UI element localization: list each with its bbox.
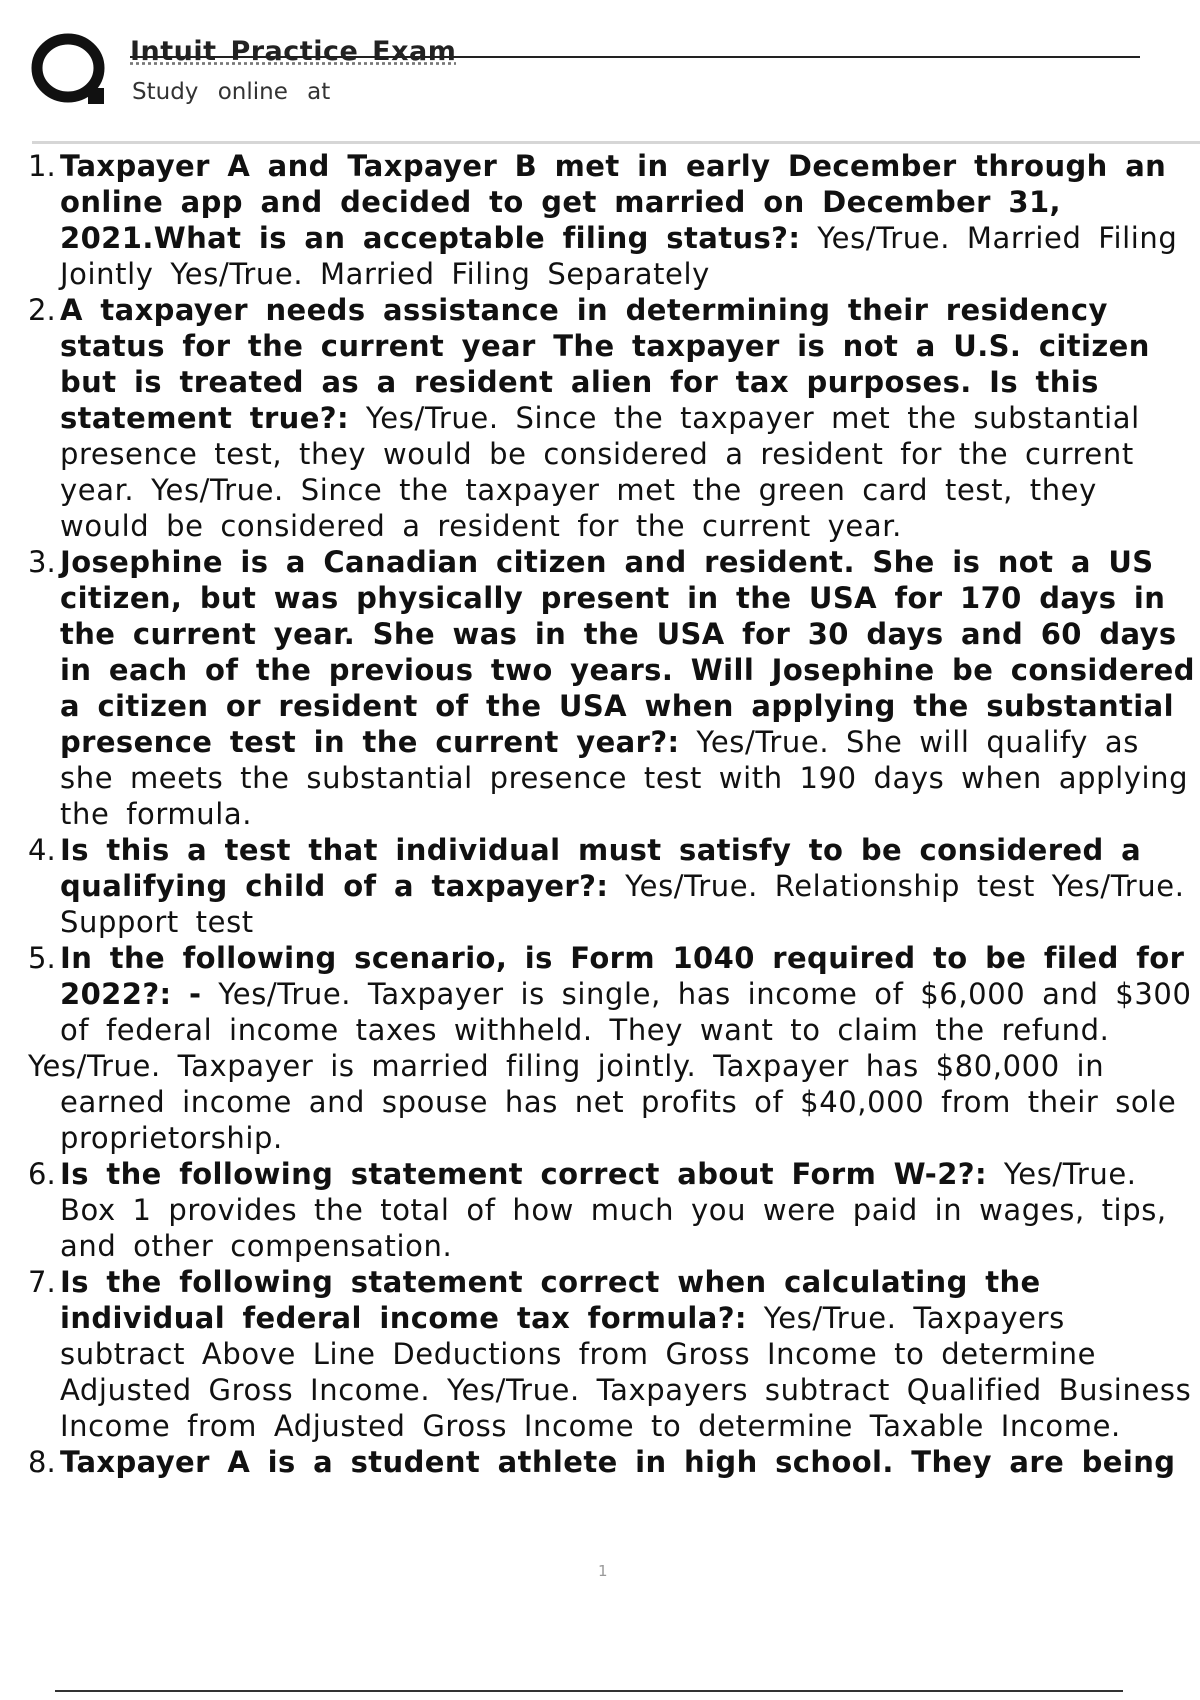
exam-subtitle: Study online at <box>132 79 331 105</box>
question-list <box>28 148 1198 1480</box>
answer-text: Yes/True. Taxpayer is single, has income of $6,000 and $300 of federal income taxes withheld. They want to claim the refund. <box>60 977 1192 1047</box>
answer-text: Yes/True. Married Filing Jointly Yes/True. Married Filing Separately <box>60 221 1178 291</box>
answer-text: Yes/True. Relationship test Yes/True. Support test <box>60 869 1185 939</box>
question-number: 7. <box>28 1265 56 1299</box>
question-item <box>28 1444 1198 1480</box>
question-item <box>28 832 1198 940</box>
q-logo-icon <box>30 32 110 108</box>
question-item <box>28 292 1198 544</box>
question-item <box>28 1264 1198 1444</box>
question-text: Is the following statement correct about Form W-2?: <box>60 1157 987 1191</box>
question-number: 4. <box>28 833 56 867</box>
question-text: Taxpayer A and Taxpayer B met in early December through an online app and decided to get married on December 31, 2021.What is an acceptable filing status?: <box>60 149 1167 255</box>
question-number: 1. <box>28 149 56 183</box>
question-item <box>28 940 1198 1156</box>
question-body <box>47 832 1198 940</box>
question-item <box>28 148 1198 292</box>
question-item <box>28 1156 1198 1264</box>
answer-text: Yes/True. Box 1 provides the total of how much you were paid in wages, tips, and other compensation. <box>60 1157 1167 1263</box>
question-body <box>47 148 1198 292</box>
question-text: Is this a test that individual must satisfy to be considered a qualifying child of a taxpayer?: <box>60 833 1142 903</box>
question-body <box>47 1156 1198 1264</box>
header-divider <box>32 141 1200 144</box>
question-body <box>28 940 1198 1156</box>
question-body <box>47 1264 1198 1444</box>
question-number: 8. <box>28 1445 56 1479</box>
question-number: 5. <box>28 941 56 975</box>
question-text: Josephine is a Canadian citizen and resident. She is not a US citizen, but was physically present in the USA for 170 days in the current year. She was in the USA for 30 days and 60 days in each of the previous two years. Will Josephine be considered a citizen or resident of the USA when applying the substantial presence test in the current year?: <box>60 545 1195 759</box>
question-item <box>28 544 1198 832</box>
answer-text: Yes/True. Taxpayers subtract Above Line Deductions from Gross Income to determine Adjusted Gross Income. Yes/True. Taxpayers subtract Qualified Business Income from Adjusted Gross Income to determine Taxable Income. <box>60 1301 1192 1443</box>
question-text: A taxpayer needs assistance in determining their residency status for the current year The taxpayer is not a U.S. citizen but is treated as a resident alien for tax purposes. Is this statement true?: <box>60 293 1150 435</box>
question-body <box>47 1444 1198 1480</box>
answer-text-extra: Yes/True. Taxpayer is married filing jointly. Taxpayer has $80,000 in earned income and spouse has net profits of $40,000 from their sole proprietorship. <box>28 1049 1177 1155</box>
exam-title: Intuit Practice Exam <box>130 36 457 67</box>
question-text: Taxpayer A is a student athlete in high school. They are being <box>60 1445 1176 1479</box>
question-text: Is the following statement correct when calculating the individual federal income tax formula?: <box>60 1265 1041 1335</box>
question-number: 6. <box>28 1157 56 1191</box>
question-body <box>47 544 1198 832</box>
question-number: 3. <box>28 545 56 579</box>
footer-rule <box>55 1690 1123 1692</box>
question-number: 2. <box>28 293 56 327</box>
question-body <box>47 292 1198 544</box>
page-number: 1 <box>598 1562 608 1580</box>
question-text: In the following scenario, is Form 1040 required to be filed for 2022?: - <box>60 941 1185 1011</box>
answer-text: Yes/True. Since the taxpayer met the substantial presence test, they would be considered a resident for the current year. Yes/True. Since the taxpayer met the green card test, they would be considered a resident for the current year. <box>60 401 1140 543</box>
page-header <box>30 28 1140 118</box>
answer-text: Yes/True. She will qualify as she meets the substantial presence test with 190 days when applying the formula. <box>60 725 1189 831</box>
